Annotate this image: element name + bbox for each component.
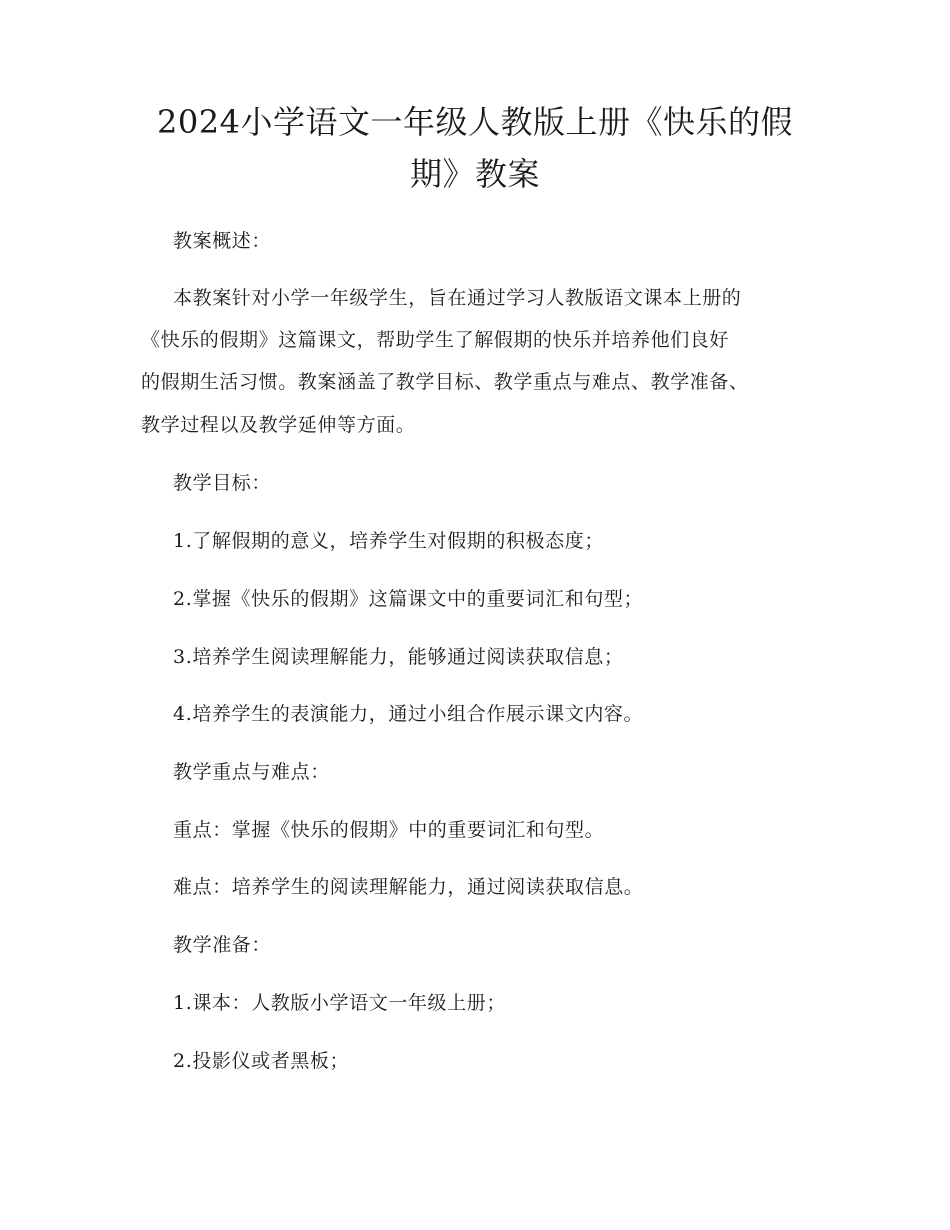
key-points-heading: 教学重点与难点： [173, 761, 330, 783]
objective-item-1: 1.了解假期的意义，培养学生对假期的积极态度； [173, 530, 604, 552]
difficulty-text: 难点：培养学生的阅读理解能力，通过阅读获取信息。 [173, 876, 644, 898]
overview-line-3: 的假期生活习惯。教案涵盖了教学目标、教学重点与难点、教学准备、 [141, 371, 749, 393]
document-title-line-1: 2024小学语文一年级人教版上册《快乐的假 [157, 103, 793, 141]
document-title-line-2: 期》教案 [409, 155, 540, 193]
preparation-item-1: 1.课本：人教版小学语文一年级上册； [173, 992, 506, 1014]
objective-item-4: 4.培养学生的表演能力，通过小组合作展示课文内容。 [173, 703, 644, 725]
objective-item-3: 3.培养学生阅读理解能力，能够通过阅读获取信息； [173, 646, 624, 668]
overview-line-4: 教学过程以及教学延伸等方面。 [141, 414, 416, 436]
preparation-heading: 教学准备： [173, 934, 272, 956]
objectives-heading: 教学目标： [173, 472, 272, 494]
overview-line-1: 本教案针对小学一年级学生，旨在通过学习人教版语文课本上册的 [173, 287, 742, 309]
overview-heading: 教案概述： [173, 230, 272, 252]
objective-item-2: 2.掌握《快乐的假期》这篇课文中的重要词汇和句型； [173, 588, 644, 610]
key-point-text: 重点：掌握《快乐的假期》中的重要词汇和句型。 [173, 819, 605, 841]
overview-line-2: 《快乐的假期》这篇课文，帮助学生了解假期的快乐并培养他们良好 [141, 329, 730, 351]
preparation-item-2: 2.投影仪或者黑板； [173, 1050, 350, 1072]
